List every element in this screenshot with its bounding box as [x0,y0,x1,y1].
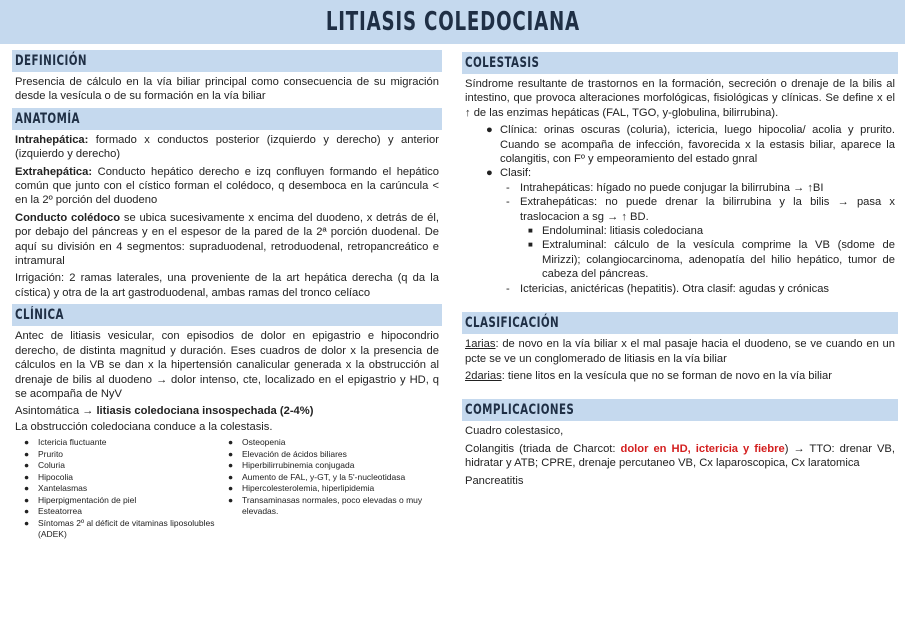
clinica-asintomatica: Asintomática → litiasis coledociana insospechada (2-4%) [15,405,314,418]
complicaciones-pancreatitis: Pancreatitis [465,474,524,487]
clinica-text: Antec de litiasis vesicular, con episodios de dolor en epigastrio e hipocondrio derecho, de distinta magnitud y duración. Eses cuadros de dolor x la presencia de cálculos en la VB se dan x la hipertensión canalicular generada x la obstrucción al drenaje de bilis al duodeno → dolor intenso, cte, localizado en el epigastrio y HD, q se acompaña de NyV [15,330,439,400]
section-header-complicaciones: COMPLICACIONES [462,399,898,421]
list-item: ● Esteatorrea [24,506,82,517]
clasificacion-secundarias: 2darias: tiene litos en la vesícula que no se forman de novo en la vía biliar [465,369,832,382]
complicaciones-cuadro: Cuadro colestasico, [465,425,564,438]
symptoms-list [20,437,442,541]
list-item: ● Transaminasas normales, poco elevadas o muy elevadas. [228,494,423,517]
section-header-colestasis: COLESTASIS [462,52,898,74]
list-item: ● Osteopenia [228,437,286,448]
anatomia-extrahepatica: Extrahepática: Conducto hepático derecho e izq confluyen formando el hepático común que junto con el cístico forman el colédoco, q desemboca en la carúncula < en la 2º porción del duodeno [15,165,439,207]
list-item: ● Elevación de ácidos biliares [228,448,347,459]
list-item: - Ictericias, anictéricas (hepatitis). Otra clasif: agudas y crónicas [506,282,830,295]
colestasis-subsublist [528,224,895,282]
list-item: ■ Endoluminal: litiasis coledociana [528,225,704,238]
list-item: ● Prurito [24,448,64,459]
page-title: LITIASIS COLEDOCIANA [325,7,580,37]
section-header-clinica: CLÍNICA [12,304,442,326]
colestasis-sublist [506,181,895,224]
list-item: ● Clasif: [486,167,532,180]
symptoms-list-left [20,437,224,541]
list-item: ● Hipercolesterolemia, hiperlipidemia [228,483,375,494]
title-bar [0,0,905,44]
complicaciones-colangitis: Colangitis (triada de Charcot: dolor en HD, ictericia y fiebre) → TTO: drenar VB, hidratar y ATB; CPRE, drenaje percutaneo VB, Cx laparoscopica, Cx laratomica [465,442,895,470]
list-item: ● Aumento de FAL, y-GT, y la 5'-nucleotidasa [228,471,406,482]
list-item: ● Clínica: orinas oscuras (coluria), ictericia, luego hipocolia/ acolia y prurito. Cuando se acompaña de infección, favorecida x la estasis biliar, aparece la colangitis, con Fº y empeoramiento del estado gnral [486,124,895,166]
list-item: - Intrahepáticas: hígado no puede conjugar la bilirrubina → ↑BI [506,181,824,194]
list-item: ● Síntomas 2º al déficit de vitaminas liposolubles (ADEK) [24,517,215,540]
definicion-text: Presencia de cálculo en la vía biliar principal como consecuencia de su migración desde la vesícula o de su formación en la vía biliar [15,76,439,103]
list-item: ● Ictericia fluctuante [24,437,107,448]
list-item: ● Hipocolia [24,471,73,482]
anatomia-irrigacion: Irrigación: 2 ramas laterales, una proveniente de la art hepática derecha (q da la cística) y otra de la art gastroduodenal, ambas ramas del tronco celíaco [15,272,439,299]
colestasis-list [486,123,895,181]
list-item: ● Hiperpigmentación de piel [24,494,137,505]
list-item: - Extrahepáticas: no puede drenar la bilirrubina y la bilis → pasa x traslocacion a sg → ↑ BD. [506,196,895,223]
section-header-definicion: DEFINICIÓN [12,50,442,72]
clasificacion-primarias: 1arias: de novo en la vía biliar x el mal pasaje hacia el duodeno, se ve cuando en un pcte se ve un conglomerado de litiasis en la vía biliar [465,338,895,365]
colestasis-text: Síndrome resultante de trastornos en la formación, secreción o drenaje de la bilis al intestino, que provoca alteraciones morfológicas, fisiológicas y clínicas. Se define x el ↑ de las enzimas hepáticas (FAL, TGO, y-globulina, bilirrubina). [465,78,895,119]
list-item: ■ Extraluminal: cálculo de la vesícula comprime la VB (sdome de Mirizzi); colangiocarcinoma, adenopatía del hilio hepático, tumor de cabeza del páncreas. [528,239,895,281]
symptoms-list-right [224,437,424,541]
right-column [462,46,898,491]
list-item: ● Coluria [24,460,65,471]
anatomia-intrahepatica: Intrahepática: formado x conductos posterior (izquierdo y derecho) y anterior (izquierdo y derecho) [15,133,439,161]
clinica-obstruccion: La obstrucción coledociana conduce a la colestasis. [15,420,273,433]
section-header-clasificacion: CLASIFICACIÓN [462,312,898,334]
list-item: ● Hiperbilirrubinemia conjugada [228,460,355,471]
list-item: ● Xantelasmas [24,483,88,494]
anatomia-conducto: Conducto colédoco se ubica sucesivamente x encima del duodeno, x detrás de él, por debajo del páncreas y en el espesor de la pared de la 2ª porción duodenal. De aquí su división en 4 segmentos: supraduodenal, retroduodenal, retropancreático e intramural [15,211,439,268]
left-column [12,46,442,541]
section-header-anatomia: ANATOMÍA [12,108,442,130]
colestasis-sublist-2 [506,282,895,296]
